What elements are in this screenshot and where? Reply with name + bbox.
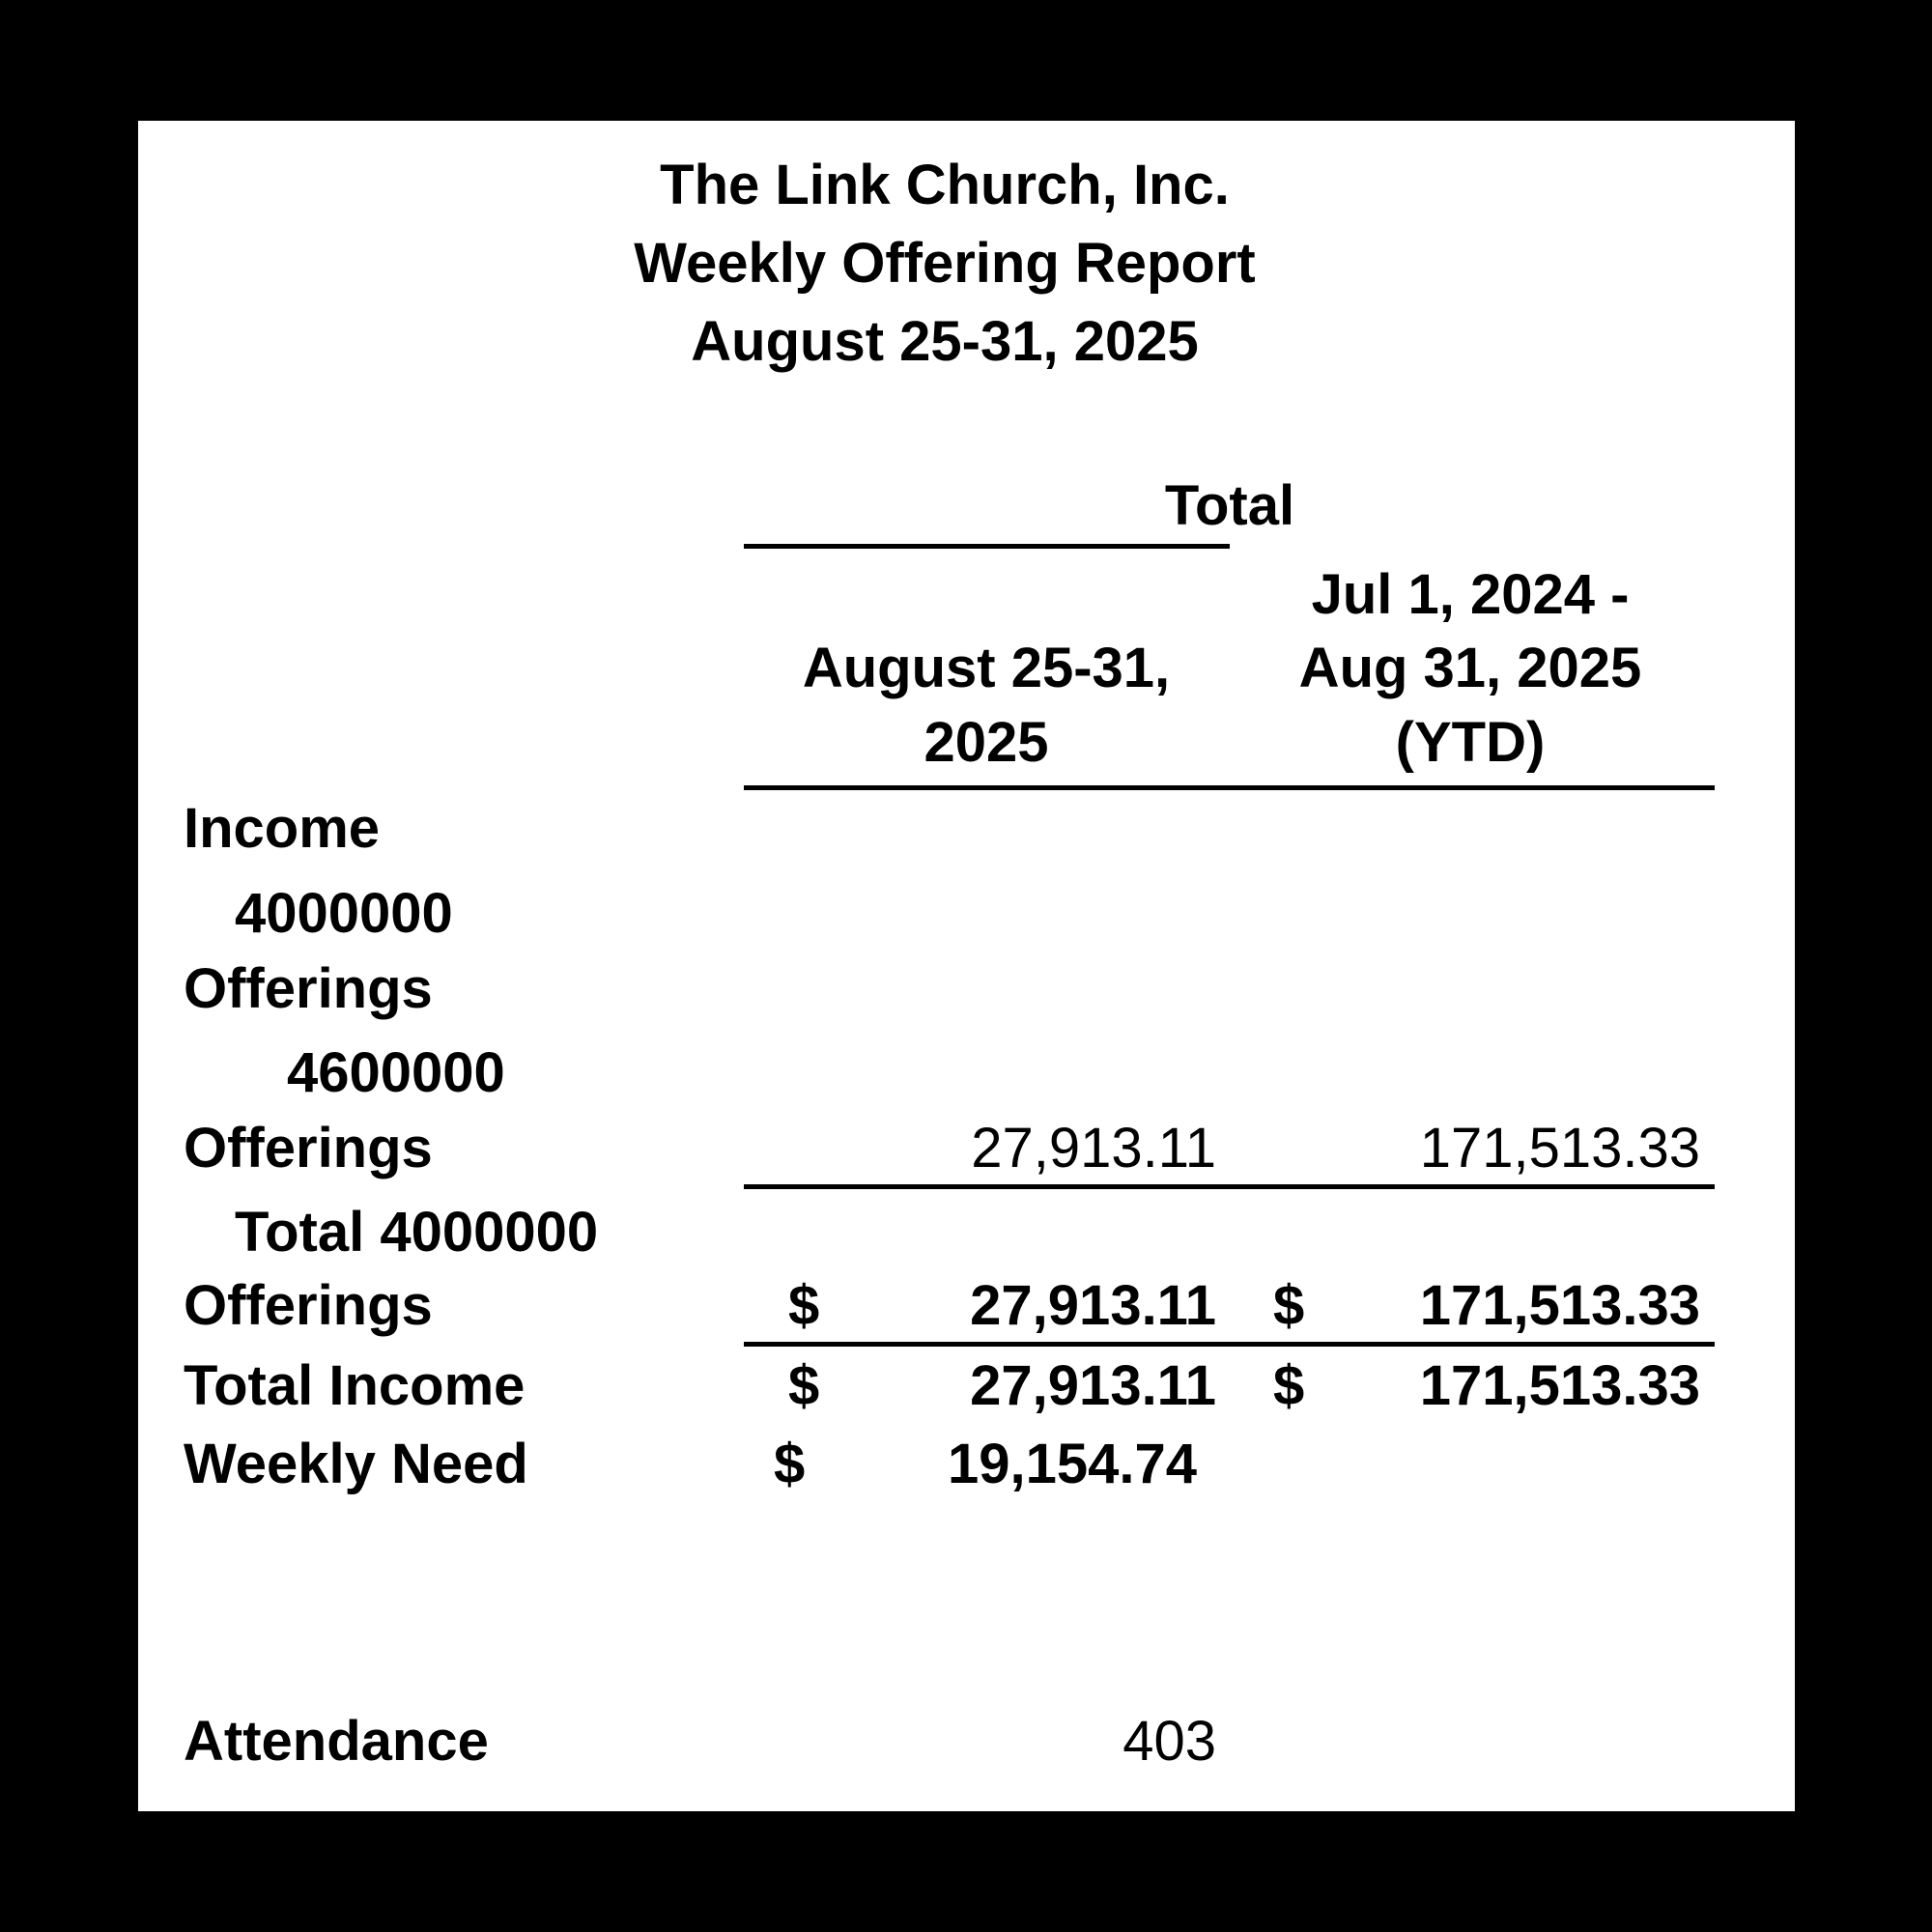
- acct-4600000-number: 4600000: [287, 1041, 505, 1104]
- total-4000000-label-line2: Offerings: [184, 1274, 433, 1337]
- total-4000000-label-line1: Total 4000000: [235, 1201, 599, 1264]
- acct-4000000-number: 4000000: [235, 882, 453, 945]
- ytd-column-header-line1: Jul 1, 2024 -: [1311, 563, 1630, 626]
- total-income-ytd-currency: $: [1273, 1354, 1305, 1417]
- week-column-header-line2: 2025: [923, 711, 1049, 774]
- acct-4600000-ytd-value: 171,513.33: [1419, 1117, 1700, 1179]
- total-4000000-ytd-value: 171,513.33: [1419, 1274, 1700, 1337]
- total-income-label: Total Income: [184, 1354, 526, 1417]
- attendance-value: 403: [1122, 1710, 1216, 1773]
- weekly-need-label: Weekly Need: [184, 1433, 528, 1495]
- report-page: [138, 121, 1795, 1811]
- income-heading: Income: [184, 797, 381, 860]
- org-name: The Link Church, Inc.: [660, 154, 1230, 216]
- total-4000000-week-value: 27,913.11: [970, 1274, 1216, 1337]
- subtotal-rule: [744, 1184, 1715, 1189]
- ytd-column-header-line2: Aug 31, 2025: [1298, 637, 1642, 699]
- report-period: August 25-31, 2025: [691, 310, 1199, 373]
- acct-4600000-week-value: 27,913.11: [971, 1117, 1216, 1179]
- total-rule: [744, 1342, 1715, 1347]
- weekly-need-currency: $: [774, 1433, 806, 1495]
- acct-4600000-name: Offerings: [184, 1117, 433, 1179]
- total-income-week-currency: $: [788, 1354, 820, 1417]
- total-income-week-value: 27,913.11: [970, 1354, 1216, 1417]
- week-column-header-line1: August 25-31,: [802, 637, 1171, 699]
- ytd-column-header-line3: (YTD): [1395, 711, 1546, 774]
- acct-4000000-name: Offerings: [184, 957, 433, 1020]
- weekly-need-value: 19,154.74: [947, 1433, 1197, 1495]
- report-title: Weekly Offering Report: [634, 232, 1256, 295]
- attendance-label: Attendance: [184, 1710, 489, 1773]
- total-group-label: Total: [1164, 474, 1295, 537]
- total-income-ytd-value: 171,513.33: [1419, 1354, 1700, 1417]
- total-group-underline: [744, 544, 1230, 549]
- header-underline: [744, 785, 1715, 790]
- total-4000000-week-currency: $: [788, 1274, 820, 1337]
- total-4000000-ytd-currency: $: [1273, 1274, 1305, 1337]
